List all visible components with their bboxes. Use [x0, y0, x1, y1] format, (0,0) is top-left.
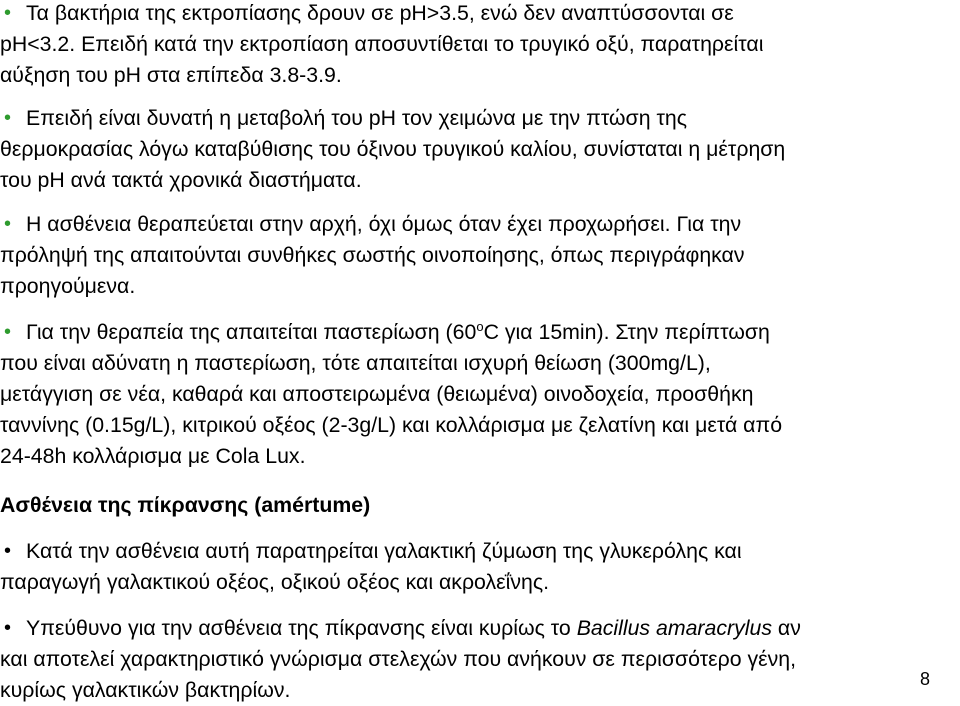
text-line: ταννίνης (0.15g/L), κιτρικού οξέος (2-3g/L) και κολλάρισμα με ζελατίνη και μετά από [0, 413, 783, 437]
text-line: μετάγγιση σε νέα, καθαρά και αποστειρωμένα (θειωμένα) οινοδοχεία, προσθήκη [0, 382, 754, 406]
text-line: Η ασθένεια θεραπεύεται στην αρχή, όχι όμως όταν έχει προχωρήσει. Για την [26, 212, 742, 236]
text-line [26, 613, 960, 644]
text-line: παραγωγή γαλακτικού οξέος, οξικού οξέος και ακρολεΐνης. [0, 570, 550, 594]
bullet-text [0, 0, 960, 91]
bullet-dot-icon: • [4, 321, 12, 343]
text-line: Κατά την ασθένεια αυτή παρατηρείται γαλακτική ζύμωση της γλυκερόλης και [26, 539, 742, 563]
bullet-text [0, 209, 960, 302]
bullet-dot-icon: • [4, 617, 12, 639]
text-line [26, 317, 960, 348]
text-line: του pH ανά τακτά χρονικά διαστήματα. [0, 168, 362, 192]
text-segment: αν [771, 616, 801, 640]
section-heading: Ασθένεια της πίκρανσης (amértume) [0, 493, 371, 517]
bullet-text [0, 536, 960, 598]
text-line: pH<3.2. Επειδή κατά την εκτροπίαση αποσυντίθεται το τρυγικό οξύ, παρατηρείται [0, 32, 764, 56]
text-line: που είναι αδύνατη η παστερίωση, τότε απαιτείται ισχυρή θείωση (300mg/L), [0, 351, 711, 375]
species-name-italic: Bacillus amaracrylus [576, 616, 772, 640]
bullet-text [0, 613, 960, 706]
text-line: αύξηση του pH στα επίπεδα 3.8-3.9. [0, 63, 342, 87]
text-line: Επειδή είναι δυνατή η μεταβολή του pH τον χειμώνα με την πτώση της [26, 106, 687, 130]
text-line: και αποτελεί χαρακτηριστικό γνώρισμα στελεχών που ανήκουν σε περισσότερο γένη, [0, 647, 797, 671]
text-line: θερμοκρασίας λόγω καταβύθισης του όξινου τρυγικού καλίου, συνίσταται η μέτρηση [0, 137, 786, 161]
text-segment: Υπεύθυνο για την ασθένεια της πίκρανσης είναι κυρίως το [26, 616, 577, 640]
text-line: προηγούμενα. [0, 274, 136, 298]
text-line: 24-48h κολλάρισμα με Cola Lux. [0, 444, 306, 468]
text-line: κυρίως γαλακτικών βακτηρίων. [0, 678, 291, 702]
text-line: πρόληψή της απαιτούνται συνθήκες σωστής οινοποίησης, όπως περιγράφηκαν [0, 243, 745, 267]
text-segment: C για 15min). Στην περίπτωση [483, 320, 770, 344]
superscript-degree: o [476, 319, 484, 334]
text-line: Τα βακτήρια της εκτροπίασης δρουν σε pH>3.5, ενώ δεν αναπτύσσονται σε [26, 1, 734, 25]
bullet-text [0, 103, 960, 196]
page-number: 8 [920, 669, 931, 689]
bullet-dot-icon: • [4, 2, 12, 24]
text-segment: Για την θεραπεία της απαιτείται παστερίωση (60 [26, 320, 477, 344]
bullet-text [0, 317, 960, 472]
bullet-dot-icon: • [4, 213, 12, 235]
bullet-dot-icon: • [4, 107, 12, 129]
bullet-dot-icon: • [4, 540, 12, 562]
